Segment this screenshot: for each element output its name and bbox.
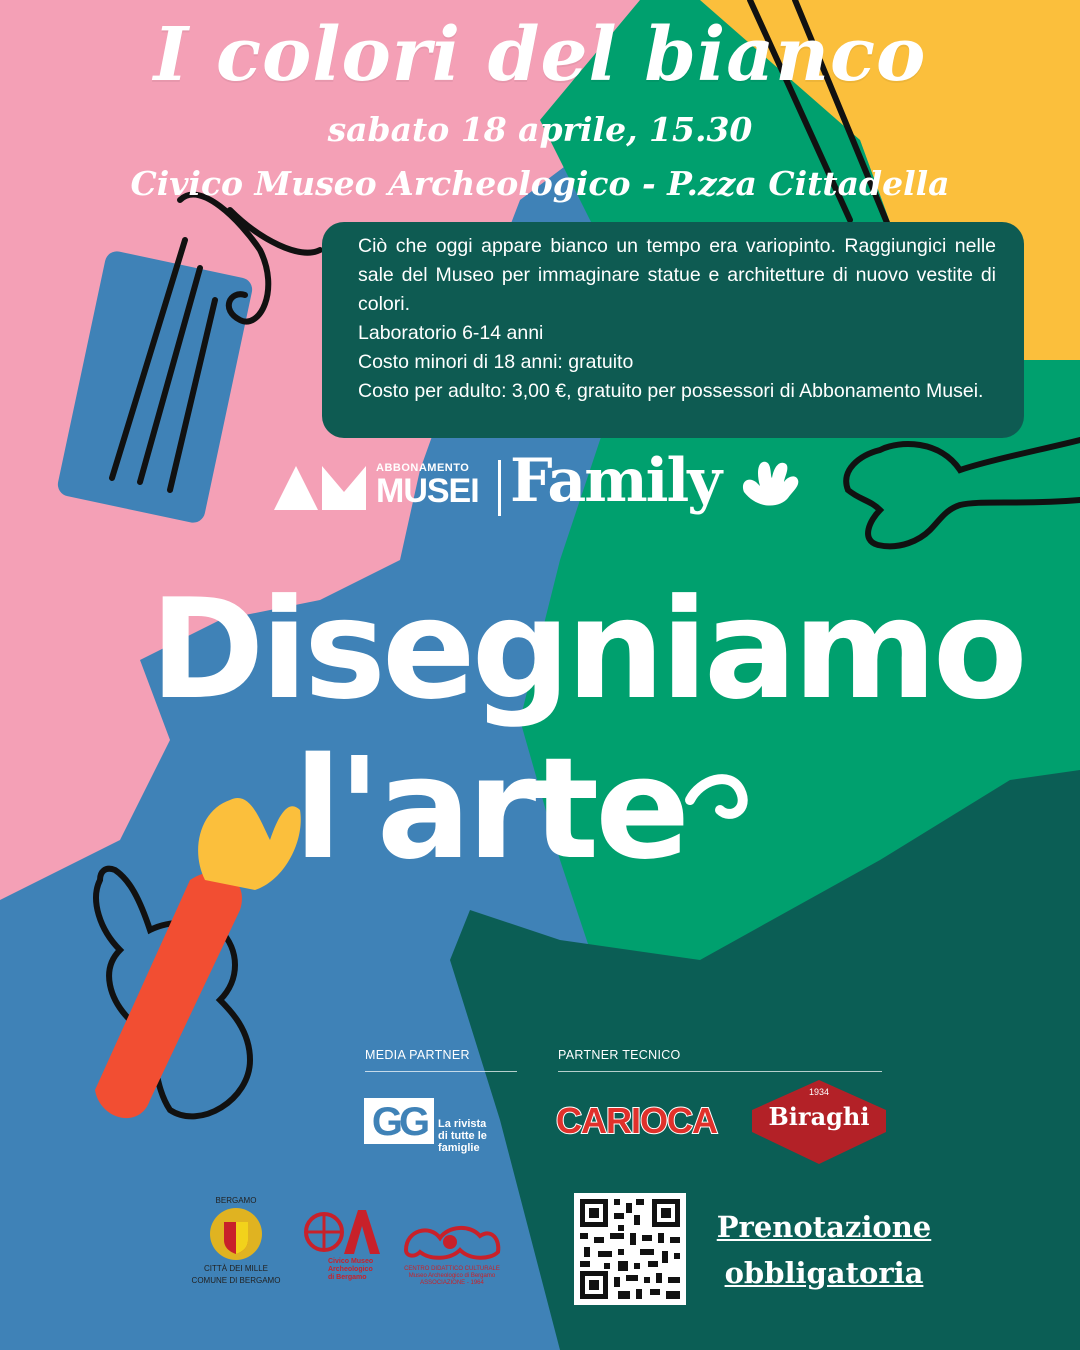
gg-mark: GG [364, 1098, 434, 1144]
headline-line2: l'arte [293, 728, 687, 891]
tech-partner-label: PARTNER TECNICO [558, 1048, 681, 1062]
biraghi-year: 1934 [808, 1087, 830, 1097]
centro-text-2: Museo Archeologico di Bergamo [408, 1273, 496, 1279]
centro-text-1: CENTRO DIDATTICO CULTURALE [404, 1266, 500, 1272]
booking-qr-code[interactable] [574, 1193, 686, 1305]
info-box [322, 222, 1024, 438]
biraghi-name: Biraghi [768, 1102, 870, 1131]
info-description: Ciò che oggi appare bianco un tempo era variopinto. Raggiungici nelle sale del Museo per immaginare statue e architetture di nuovo vestite di colori. [358, 235, 996, 315]
media-partner-divider [365, 1071, 517, 1072]
gg-tagline-1: La rivista [438, 1118, 487, 1130]
centro-text [400, 1266, 504, 1287]
museo-text [328, 1258, 384, 1282]
headline-line1: Disegniamo [150, 569, 1024, 730]
gg-tagline-2: di tutte le famiglie [438, 1130, 487, 1154]
info-age: Laboratorio 6-14 anni [358, 322, 544, 344]
museo-mark-icon [300, 1206, 382, 1256]
gg-logo [364, 1098, 524, 1154]
logo-separator [498, 460, 501, 516]
bergamo-bottom-text: COMUNE DI BERGAMO [191, 1276, 281, 1285]
abbonamento-label: ABBONAMENTO [376, 462, 470, 474]
centro-text-3: ASSOCIAZIONE - 1964 [420, 1280, 484, 1286]
civico-museo-logo [300, 1206, 382, 1286]
booking-required-link[interactable] [694, 1204, 954, 1296]
comune-bergamo-logo [188, 1196, 284, 1290]
carioca-logo: CARIOCA [556, 1100, 717, 1141]
museo-text-3: di Bergamo [328, 1274, 367, 1281]
bergamo-top-text: BERGAMO [215, 1196, 257, 1205]
booking-line1: Prenotazione [716, 1210, 932, 1244]
gg-tagline [438, 1118, 524, 1154]
event-place: Civico Museo Archeologico - P.zza Cittadella [130, 164, 950, 203]
am-mark-icon [272, 462, 368, 512]
biraghi-logo [752, 1080, 886, 1164]
event-date: sabato 18 aprile, 15.30 [327, 110, 753, 149]
musei-label: MUSEI [376, 472, 479, 510]
museo-text-2: Archeologico [328, 1266, 373, 1273]
abbonamento-musei-family-logo [272, 446, 812, 532]
centro-didattico-logo [400, 1220, 504, 1290]
centro-mark-icon [400, 1220, 504, 1264]
hand-icon [738, 452, 802, 512]
info-cost-minors: Costo minori di 18 anni: gratuito [358, 351, 634, 373]
booking-line2: obbligatoria [724, 1256, 924, 1290]
family-label: Family [510, 446, 721, 516]
bergamo-crest-icon [206, 1206, 266, 1262]
info-cost-adults: Costo per adulto: 3,00 €, gratuito per possessori di Abbonamento Musei. [358, 380, 984, 402]
museo-text-1: Civico Museo [328, 1258, 374, 1265]
bergamo-mid-text: CITTÀ DEI MILLE [203, 1264, 268, 1273]
tech-partner-divider [558, 1071, 882, 1072]
event-title: I colori del bianco [153, 12, 927, 98]
media-partner-label: MEDIA PARTNER [365, 1048, 470, 1062]
